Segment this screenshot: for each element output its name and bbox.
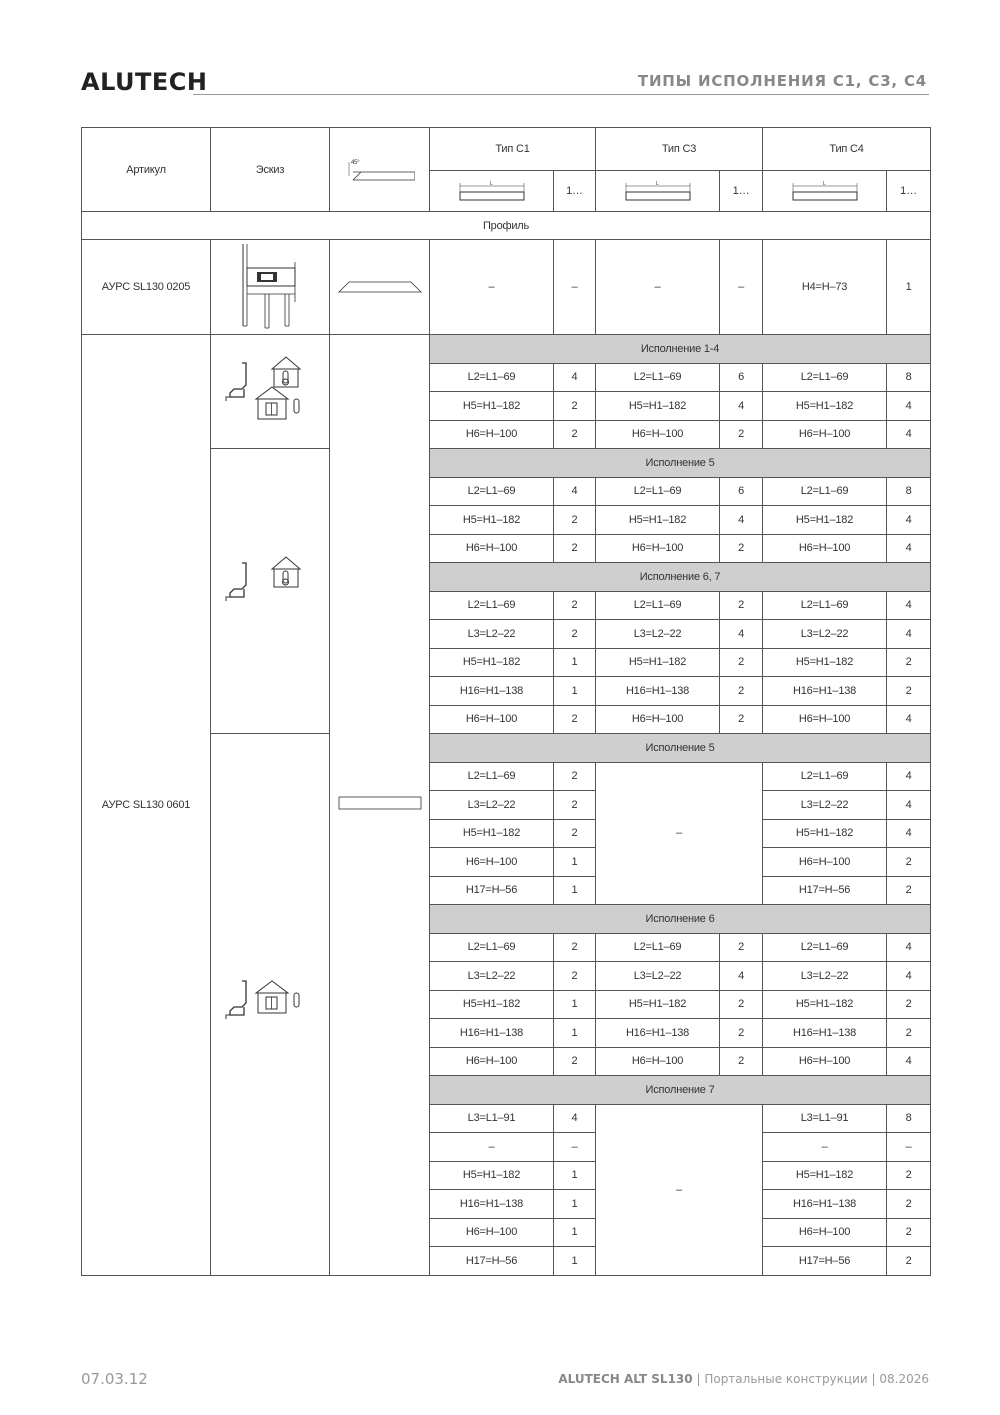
cell-c3-qty: 2 (720, 648, 763, 677)
cell-c4-qty: 8 (887, 363, 931, 392)
cell-c4-formula: L3=L2–22 (763, 620, 887, 649)
cell-c4-formula: H16=H1–138 (763, 1190, 887, 1219)
cell-c4-qty: 4 (887, 705, 931, 734)
profile-sketch-icon (220, 555, 320, 625)
cell-c1-qty: 1 (554, 990, 596, 1019)
straight-cut-icon (338, 796, 422, 810)
cell-c1-formula: H5=H1–182 (430, 990, 554, 1019)
cell-c3-qty: 2 (720, 534, 763, 563)
cell-c3-qty: 4 (720, 506, 763, 535)
cell-c3-qty: 4 (720, 962, 763, 991)
section-title: Исполнение 1-4 (430, 335, 931, 364)
length-label: L (489, 181, 493, 187)
cell-c4-formula: H6=H–100 (763, 420, 887, 449)
header-type-c1: Тип С1 (430, 128, 596, 171)
cell-c1-qty: 2 (554, 420, 596, 449)
cell-c1-formula: H6=H–100 (430, 1218, 554, 1247)
cell-c4-qty: – (887, 1133, 931, 1162)
cell-c4-formula: H5=H1–182 (763, 1161, 887, 1190)
cell-c4-formula: H6=H–100 (763, 534, 887, 563)
article-0601: АУРС SL130 0601 (82, 335, 211, 1276)
cell-c4-qty: 2 (887, 1161, 931, 1190)
footer-date: 08.2026 (879, 1372, 929, 1386)
cell-c4-formula: L2=L1–69 (763, 363, 887, 392)
cell-c4-qty: 2 (887, 1247, 931, 1276)
cell-c4-qty: 2 (887, 990, 931, 1019)
cut-0601-sketch (330, 335, 430, 1276)
length-bar-icon (623, 179, 693, 203)
cell-c4-qty: 4 (887, 1047, 931, 1076)
cell-c4-qty: 2 (887, 876, 931, 905)
profile-sketch-icon (220, 973, 320, 1033)
cell-c4-qty: 2 (887, 1190, 931, 1219)
cell-c3-formula: H6=H–100 (596, 420, 720, 449)
cell-c4-qty: 8 (887, 477, 931, 506)
window-house-icon (256, 387, 299, 419)
cell-c1-formula: L2=L1–69 (430, 933, 554, 962)
cell-0205-c4-qty: 1 (887, 240, 931, 335)
cell-c1-formula: H6=H–100 (430, 705, 554, 734)
cell-c1-qty: 4 (554, 363, 596, 392)
angle-cut-sketch (345, 154, 415, 186)
cell-c1-formula: H5=H1–182 (430, 819, 554, 848)
cell-c1-qty: 2 (554, 791, 596, 820)
cell-c4-formula: H5=H1–182 (763, 819, 887, 848)
cell-c4-qty: 2 (887, 1019, 931, 1048)
header-article: Артикул (82, 128, 211, 212)
cell-c1-formula: H6=H–100 (430, 1047, 554, 1076)
footer-separator: | (696, 1372, 701, 1386)
footer-section: Портальные конструкции (704, 1372, 868, 1386)
cell-c4-formula: L2=L1–69 (763, 477, 887, 506)
cell-c4-formula: H5=H1–182 (763, 506, 887, 535)
thermometer-house-icon (272, 557, 300, 587)
cell-c3-merged: – (596, 762, 763, 905)
cell-c1-formula: L2=L1–69 (430, 363, 554, 392)
section-title: Исполнение 5 (430, 449, 931, 478)
cell-c4-formula: L3=L1–91 (763, 1104, 887, 1133)
cell-c1-qty: 2 (554, 506, 596, 535)
cell-c3-qty: 4 (720, 392, 763, 421)
cell-c3-formula: L3=L2–22 (596, 962, 720, 991)
page-title: ТИПЫ ИСПОЛНЕНИЯ С1, С3, С4 (637, 72, 927, 90)
cell-0205-c3-qty: – (720, 240, 763, 335)
header-sketch: Эскиз (211, 128, 330, 212)
length-label: L (655, 181, 659, 187)
cell-c3-qty: 6 (720, 363, 763, 392)
cell-0205-c1-qty: – (554, 240, 596, 335)
cell-c3-formula: H6=H–100 (596, 534, 720, 563)
cell-c4-qty: 4 (887, 620, 931, 649)
cell-c4-formula: H17=H–56 (763, 1247, 887, 1276)
cell-c3-formula: H16=H1–138 (596, 677, 720, 706)
cell-c1-qty: 1 (554, 677, 596, 706)
cell-c3-formula: L3=L2–22 (596, 620, 720, 649)
cell-c3-formula: H6=H–100 (596, 705, 720, 734)
cell-c1-formula: H5=H1–182 (430, 1161, 554, 1190)
cell-c4-qty: 4 (887, 933, 931, 962)
cell-c4-qty: 4 (887, 420, 931, 449)
cell-c4-qty: 4 (887, 791, 931, 820)
cell-c1-qty: 1 (554, 1218, 596, 1247)
cell-c1-qty: 4 (554, 1104, 596, 1133)
cell-c1-formula: H6=H–100 (430, 848, 554, 877)
cell-c1-formula: H16=H1–138 (430, 1019, 554, 1048)
cell-c1-formula: L2=L1–69 (430, 477, 554, 506)
cell-c1-qty: 2 (554, 819, 596, 848)
cell-c1-qty: 1 (554, 1190, 596, 1219)
cell-c4-formula: H17=H–56 (763, 876, 887, 905)
cell-c1-qty: 1 (554, 1161, 596, 1190)
cell-c4-qty: 4 (887, 962, 931, 991)
cell-c1-formula: L3=L2–22 (430, 962, 554, 991)
header-type-c4: Тип С4 (763, 128, 931, 171)
qty-header-c3: 1… (720, 171, 763, 212)
cell-c4-qty: 4 (887, 534, 931, 563)
cell-c4-qty: 4 (887, 591, 931, 620)
brand-logo: ALUTECH (81, 68, 208, 96)
cell-c4-formula: H5=H1–182 (763, 990, 887, 1019)
cell-c4-qty: 8 (887, 1104, 931, 1133)
cell-c3-formula: L2=L1–69 (596, 363, 720, 392)
cell-c3-qty: 2 (720, 677, 763, 706)
length-bar-icon (790, 179, 860, 203)
cell-c1-qty: 1 (554, 876, 596, 905)
cell-0205-c3-formula: – (596, 240, 720, 335)
section-title: Исполнение 5 (430, 734, 931, 763)
cell-c4-formula: L2=L1–69 (763, 933, 887, 962)
cell-c1-formula: L3=L2–22 (430, 791, 554, 820)
profile-0601-sketch-3 (211, 734, 330, 1276)
header-cut-angle (330, 128, 430, 212)
cell-c3-formula: L2=L1–69 (596, 591, 720, 620)
cell-c4-qty: 4 (887, 392, 931, 421)
cell-c3-formula: L2=L1–69 (596, 477, 720, 506)
cell-c1-qty: 2 (554, 933, 596, 962)
cell-c4-formula: H6=H–100 (763, 1218, 887, 1247)
cell-c4-qty: 2 (887, 648, 931, 677)
cell-c1-qty: 2 (554, 705, 596, 734)
header-divider (193, 94, 929, 95)
window-house-icon (256, 981, 299, 1013)
footer-product: ALUTECH ALT SL130 (558, 1372, 693, 1386)
length-label: L (822, 181, 826, 187)
cell-c1-formula: H5=H1–182 (430, 506, 554, 535)
cell-c4-formula: H6=H–100 (763, 848, 887, 877)
article-0205: АУРС SL130 0205 (82, 240, 211, 335)
cell-c4-formula: L3=L2–22 (763, 962, 887, 991)
cell-c1-qty: 1 (554, 1019, 596, 1048)
cell-c3-qty: 2 (720, 705, 763, 734)
profile-section-icon (235, 242, 305, 332)
cell-c1-formula: H17=H–56 (430, 1247, 554, 1276)
section-title: Исполнение 6, 7 (430, 563, 931, 592)
cell-c1-formula: L3=L1–91 (430, 1104, 554, 1133)
cell-c1-qty: 2 (554, 962, 596, 991)
cell-c4-qty: 2 (887, 677, 931, 706)
cell-c4-formula: – (763, 1133, 887, 1162)
cell-c1-formula: H6=H–100 (430, 534, 554, 563)
length-sketch-c1 (430, 171, 554, 212)
cell-c1-qty: 1 (554, 648, 596, 677)
cut-0205-sketch (330, 240, 430, 335)
section-profile: Профиль (82, 212, 931, 240)
cell-c4-formula: H6=H–100 (763, 705, 887, 734)
cell-c1-qty: – (554, 1133, 596, 1162)
profile-sketch-icon (220, 355, 320, 425)
cell-c4-qty: 2 (887, 1218, 931, 1247)
cell-0205-c4-formula: H4=H–73 (763, 240, 887, 335)
cell-c1-qty: 2 (554, 620, 596, 649)
cell-c1-formula: H5=H1–182 (430, 648, 554, 677)
profile-0601-sketch-1 (211, 335, 330, 449)
length-sketch-c4 (763, 171, 887, 212)
cell-c1-formula: H17=H–56 (430, 876, 554, 905)
section-title: Исполнение 7 (430, 1076, 931, 1105)
qty-header-c4: 1… (887, 171, 931, 212)
cell-c1-qty: 2 (554, 1047, 596, 1076)
qty-header-c1: 1… (554, 171, 596, 212)
cell-c3-formula: L2=L1–69 (596, 933, 720, 962)
trapezoid-cut-icon (337, 280, 423, 294)
cell-c3-merged: – (596, 1104, 763, 1275)
profile-0601-sketch-2 (211, 449, 330, 734)
cell-c1-formula: H16=H1–138 (430, 1190, 554, 1219)
cell-c4-formula: L2=L1–69 (763, 591, 887, 620)
cell-c1-formula: L3=L2–22 (430, 620, 554, 649)
cell-c1-qty: 1 (554, 848, 596, 877)
cell-c3-qty: 2 (720, 1019, 763, 1048)
page-code: 07.03.12 (81, 1370, 148, 1388)
angle-label: 45° (350, 159, 359, 166)
cell-c3-formula: H16=H1–138 (596, 1019, 720, 1048)
section-title: Исполнение 6 (430, 905, 931, 934)
cell-c3-formula: H5=H1–182 (596, 648, 720, 677)
cell-c4-qty: 4 (887, 506, 931, 535)
cell-c4-formula: H16=H1–138 (763, 1019, 887, 1048)
cell-0205-c1-formula: – (430, 240, 554, 335)
cell-c4-formula: H5=H1–182 (763, 648, 887, 677)
cell-c1-formula: H5=H1–182 (430, 392, 554, 421)
cell-c4-qty: 4 (887, 762, 931, 791)
cell-c3-formula: H5=H1–182 (596, 506, 720, 535)
cell-c1-qty: 2 (554, 392, 596, 421)
cell-c3-qty: 2 (720, 591, 763, 620)
footer-separator: | (871, 1372, 876, 1386)
cell-c4-formula: H16=H1–138 (763, 677, 887, 706)
cell-c1-formula: – (430, 1133, 554, 1162)
length-sketch-c3 (596, 171, 720, 212)
cell-c4-formula: L3=L2–22 (763, 791, 887, 820)
cutting-table (81, 127, 931, 1276)
thermometer-house-icon (272, 357, 300, 387)
cell-c3-formula: H6=H–100 (596, 1047, 720, 1076)
cell-c4-formula: L2=L1–69 (763, 762, 887, 791)
length-bar-icon (457, 179, 527, 203)
cell-c1-formula: H16=H1–138 (430, 677, 554, 706)
cell-c1-qty: 2 (554, 534, 596, 563)
footer-info (558, 1372, 929, 1386)
cell-c1-qty: 1 (554, 1247, 596, 1276)
cell-c1-formula: L2=L1–69 (430, 762, 554, 791)
cell-c3-qty: 6 (720, 477, 763, 506)
page-header (81, 66, 929, 98)
header-type-c3: Тип С3 (596, 128, 763, 171)
cell-c1-formula: L2=L1–69 (430, 591, 554, 620)
cell-c4-formula: H5=H1–182 (763, 392, 887, 421)
profile-0205-sketch (211, 240, 330, 335)
cell-c3-qty: 4 (720, 620, 763, 649)
cell-c1-qty: 4 (554, 477, 596, 506)
cell-c4-qty: 4 (887, 819, 931, 848)
cell-c1-formula: H6=H–100 (430, 420, 554, 449)
cell-c3-formula: H5=H1–182 (596, 990, 720, 1019)
cell-c3-qty: 2 (720, 1047, 763, 1076)
cell-c1-qty: 2 (554, 591, 596, 620)
cell-c3-formula: H5=H1–182 (596, 392, 720, 421)
cell-c3-qty: 2 (720, 990, 763, 1019)
cell-c1-qty: 2 (554, 762, 596, 791)
cell-c3-qty: 2 (720, 933, 763, 962)
cell-c4-qty: 2 (887, 848, 931, 877)
cell-c4-formula: H6=H–100 (763, 1047, 887, 1076)
cell-c3-qty: 2 (720, 420, 763, 449)
